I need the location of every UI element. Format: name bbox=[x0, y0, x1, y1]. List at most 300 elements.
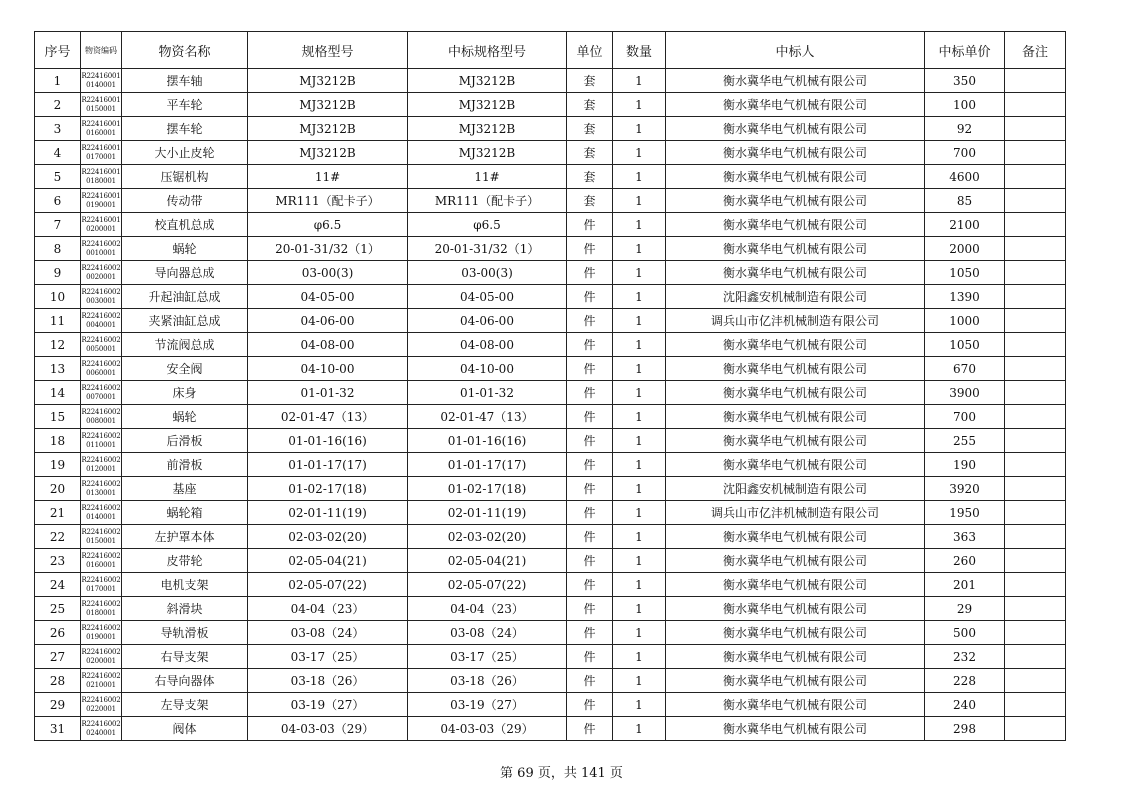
cell-spec: 04-05-00 bbox=[248, 285, 408, 309]
cell-seq: 28 bbox=[35, 669, 81, 693]
table-row bbox=[35, 693, 1066, 717]
header-bid-spec: 中标规格型号 bbox=[408, 32, 567, 69]
cell-bid-spec: 01-02-17(18) bbox=[408, 477, 567, 501]
cell-unit: 套 bbox=[567, 117, 613, 141]
cell-material-code bbox=[81, 525, 122, 549]
cell-unit-price: 363 bbox=[925, 525, 1005, 549]
material-code-part: 0170001 bbox=[86, 584, 116, 593]
material-code-part: 0120001 bbox=[86, 464, 116, 473]
cell-unit: 件 bbox=[567, 237, 613, 261]
header-seq: 序号 bbox=[35, 32, 81, 69]
cell-unit-price: 92 bbox=[925, 117, 1005, 141]
cell-bid-spec: MJ3212B bbox=[408, 141, 567, 165]
cell-note bbox=[1005, 69, 1066, 93]
cell-spec: 04-06-00 bbox=[248, 309, 408, 333]
cell-seq: 2 bbox=[35, 93, 81, 117]
cell-winner: 衡水冀华电气机械有限公司 bbox=[666, 549, 925, 573]
cell-unit: 套 bbox=[567, 93, 613, 117]
cell-seq: 21 bbox=[35, 501, 81, 525]
cell-spec: 03-18（26） bbox=[248, 669, 408, 693]
material-code-part: R22416002 bbox=[81, 311, 121, 320]
cell-spec: 04-03-03（29） bbox=[248, 717, 408, 741]
header-spec: 规格型号 bbox=[248, 32, 408, 69]
cell-seq: 11 bbox=[35, 309, 81, 333]
table-row bbox=[35, 453, 1066, 477]
cell-seq: 10 bbox=[35, 285, 81, 309]
header-material-code: 物资编码 bbox=[81, 32, 122, 69]
cell-seq: 5 bbox=[35, 165, 81, 189]
cell-quantity: 1 bbox=[613, 213, 666, 237]
cell-note bbox=[1005, 597, 1066, 621]
cell-note bbox=[1005, 693, 1066, 717]
table-row bbox=[35, 309, 1066, 333]
cell-bid-spec: 04-10-00 bbox=[408, 357, 567, 381]
cell-quantity: 1 bbox=[613, 261, 666, 285]
table-row bbox=[35, 621, 1066, 645]
cell-seq: 7 bbox=[35, 213, 81, 237]
header-unit: 单位 bbox=[567, 32, 613, 69]
cell-material-name: 摆车轴 bbox=[122, 69, 248, 93]
cell-bid-spec: 20-01-31/32（1） bbox=[408, 237, 567, 261]
material-code-part: R22416002 bbox=[81, 647, 121, 656]
table-body bbox=[35, 69, 1066, 741]
cell-unit-price: 3900 bbox=[925, 381, 1005, 405]
cell-unit: 件 bbox=[567, 621, 613, 645]
cell-note bbox=[1005, 189, 1066, 213]
cell-quantity: 1 bbox=[613, 93, 666, 117]
cell-note bbox=[1005, 405, 1066, 429]
material-code-part: R22416002 bbox=[81, 287, 121, 296]
cell-unit: 件 bbox=[567, 261, 613, 285]
cell-unit-price: 1050 bbox=[925, 261, 1005, 285]
material-code-part: 0140001 bbox=[86, 512, 116, 521]
material-code-part: 0050001 bbox=[86, 344, 116, 353]
cell-material-name: 左护罩本体 bbox=[122, 525, 248, 549]
cell-winner: 衡水冀华电气机械有限公司 bbox=[666, 669, 925, 693]
material-code-part: R22416001 bbox=[81, 119, 121, 128]
cell-unit: 件 bbox=[567, 405, 613, 429]
cell-bid-spec: 04-04（23） bbox=[408, 597, 567, 621]
cell-note bbox=[1005, 573, 1066, 597]
cell-material-name: 电机支架 bbox=[122, 573, 248, 597]
cell-material-code bbox=[81, 717, 122, 741]
cell-winner: 衡水冀华电气机械有限公司 bbox=[666, 333, 925, 357]
cell-material-code bbox=[81, 621, 122, 645]
cell-unit-price: 2100 bbox=[925, 213, 1005, 237]
cell-material-code bbox=[81, 645, 122, 669]
material-code-part: R22416002 bbox=[81, 503, 121, 512]
header-note: 备注 bbox=[1005, 32, 1066, 69]
cell-unit-price: 670 bbox=[925, 357, 1005, 381]
cell-seq: 6 bbox=[35, 189, 81, 213]
cell-spec: φ6.5 bbox=[248, 213, 408, 237]
cell-seq: 24 bbox=[35, 573, 81, 597]
cell-winner: 衡水冀华电气机械有限公司 bbox=[666, 597, 925, 621]
cell-material-name: 斜滑块 bbox=[122, 597, 248, 621]
cell-material-name: 右导向器体 bbox=[122, 669, 248, 693]
material-code-part: R22416002 bbox=[81, 671, 121, 680]
cell-spec: 01-01-16(16) bbox=[248, 429, 408, 453]
cell-quantity: 1 bbox=[613, 621, 666, 645]
cell-note bbox=[1005, 93, 1066, 117]
header-winner: 中标人 bbox=[666, 32, 925, 69]
cell-material-name: 节流阀总成 bbox=[122, 333, 248, 357]
table-row bbox=[35, 597, 1066, 621]
cell-note bbox=[1005, 429, 1066, 453]
table-row bbox=[35, 93, 1066, 117]
cell-note bbox=[1005, 549, 1066, 573]
cell-unit: 件 bbox=[567, 549, 613, 573]
cell-spec: 03-08（24） bbox=[248, 621, 408, 645]
cell-winner: 衡水冀华电气机械有限公司 bbox=[666, 429, 925, 453]
cell-winner: 衡水冀华电气机械有限公司 bbox=[666, 621, 925, 645]
cell-material-name: 大小止皮轮 bbox=[122, 141, 248, 165]
cell-bid-spec: 03-08（24） bbox=[408, 621, 567, 645]
cell-unit-price: 700 bbox=[925, 141, 1005, 165]
cell-quantity: 1 bbox=[613, 333, 666, 357]
material-code-part: R22416002 bbox=[81, 479, 121, 488]
material-code-part: R22416001 bbox=[81, 215, 121, 224]
cell-note bbox=[1005, 141, 1066, 165]
cell-quantity: 1 bbox=[613, 285, 666, 309]
cell-unit: 件 bbox=[567, 381, 613, 405]
cell-unit: 件 bbox=[567, 573, 613, 597]
cell-quantity: 1 bbox=[613, 453, 666, 477]
cell-bid-spec: 04-06-00 bbox=[408, 309, 567, 333]
table-row bbox=[35, 189, 1066, 213]
cell-unit: 件 bbox=[567, 285, 613, 309]
cell-unit: 套 bbox=[567, 69, 613, 93]
cell-material-name: 阀体 bbox=[122, 717, 248, 741]
material-code-part: R22416002 bbox=[81, 407, 121, 416]
cell-quantity: 1 bbox=[613, 477, 666, 501]
cell-seq: 23 bbox=[35, 549, 81, 573]
cell-material-code bbox=[81, 117, 122, 141]
cell-quantity: 1 bbox=[613, 117, 666, 141]
cell-unit-price: 85 bbox=[925, 189, 1005, 213]
cell-winner: 衡水冀华电气机械有限公司 bbox=[666, 645, 925, 669]
cell-seq: 18 bbox=[35, 429, 81, 453]
cell-unit-price: 3920 bbox=[925, 477, 1005, 501]
cell-material-code bbox=[81, 309, 122, 333]
material-code-part: R22416002 bbox=[81, 623, 121, 632]
cell-unit: 件 bbox=[567, 357, 613, 381]
cell-winner: 衡水冀华电气机械有限公司 bbox=[666, 261, 925, 285]
cell-note bbox=[1005, 213, 1066, 237]
cell-unit-price: 29 bbox=[925, 597, 1005, 621]
cell-seq: 8 bbox=[35, 237, 81, 261]
cell-seq: 14 bbox=[35, 381, 81, 405]
cell-winner: 调兵山市亿沣机械制造有限公司 bbox=[666, 309, 925, 333]
cell-material-name: 床身 bbox=[122, 381, 248, 405]
material-code-part: 0040001 bbox=[86, 320, 116, 329]
material-code-part: R22416002 bbox=[81, 599, 121, 608]
material-code-part: R22416001 bbox=[81, 95, 121, 104]
cell-winner: 衡水冀华电气机械有限公司 bbox=[666, 69, 925, 93]
cell-quantity: 1 bbox=[613, 717, 666, 741]
cell-unit: 件 bbox=[567, 693, 613, 717]
cell-bid-spec: 03-18（26） bbox=[408, 669, 567, 693]
material-code-part: R22416002 bbox=[81, 359, 121, 368]
cell-seq: 4 bbox=[35, 141, 81, 165]
cell-unit-price: 255 bbox=[925, 429, 1005, 453]
cell-spec: MR111（配卡子） bbox=[248, 189, 408, 213]
cell-seq: 19 bbox=[35, 453, 81, 477]
cell-note bbox=[1005, 165, 1066, 189]
cell-winner: 沈阳鑫安机械制造有限公司 bbox=[666, 285, 925, 309]
cell-spec: 20-01-31/32（1） bbox=[248, 237, 408, 261]
material-code-part: 0150001 bbox=[86, 536, 116, 545]
table-row bbox=[35, 573, 1066, 597]
cell-spec: 03-00(3) bbox=[248, 261, 408, 285]
cell-bid-spec: 01-01-16(16) bbox=[408, 429, 567, 453]
cell-winner: 衡水冀华电气机械有限公司 bbox=[666, 213, 925, 237]
cell-bid-spec: 03-19（27） bbox=[408, 693, 567, 717]
table-row bbox=[35, 333, 1066, 357]
cell-quantity: 1 bbox=[613, 501, 666, 525]
page-number: 第 69 页，共 141 页 bbox=[500, 766, 623, 781]
cell-unit-price: 228 bbox=[925, 669, 1005, 693]
cell-spec: 11# bbox=[248, 165, 408, 189]
material-code-part: 0200001 bbox=[86, 656, 116, 665]
cell-unit-price: 1050 bbox=[925, 333, 1005, 357]
table-row bbox=[35, 141, 1066, 165]
cell-unit: 件 bbox=[567, 309, 613, 333]
material-code-part: 0190001 bbox=[86, 200, 116, 209]
cell-winner: 衡水冀华电气机械有限公司 bbox=[666, 93, 925, 117]
cell-unit-price: 1390 bbox=[925, 285, 1005, 309]
cell-spec: MJ3212B bbox=[248, 93, 408, 117]
cell-quantity: 1 bbox=[613, 429, 666, 453]
cell-material-code bbox=[81, 381, 122, 405]
cell-material-code bbox=[81, 501, 122, 525]
cell-bid-spec: 04-03-03（29） bbox=[408, 717, 567, 741]
cell-note bbox=[1005, 381, 1066, 405]
material-code-part: R22416002 bbox=[81, 719, 121, 728]
cell-note bbox=[1005, 621, 1066, 645]
cell-quantity: 1 bbox=[613, 381, 666, 405]
table-row bbox=[35, 501, 1066, 525]
header-unit-price: 中标单价 bbox=[925, 32, 1005, 69]
cell-spec: 04-04（23） bbox=[248, 597, 408, 621]
cell-material-name: 蜗轮箱 bbox=[122, 501, 248, 525]
cell-unit: 件 bbox=[567, 645, 613, 669]
cell-winner: 衡水冀华电气机械有限公司 bbox=[666, 165, 925, 189]
material-code-part: R22416001 bbox=[81, 71, 121, 80]
cell-bid-spec: 02-05-07(22) bbox=[408, 573, 567, 597]
cell-unit: 件 bbox=[567, 717, 613, 741]
material-code-part: 0170001 bbox=[86, 152, 116, 161]
cell-quantity: 1 bbox=[613, 141, 666, 165]
material-code-part: 0160001 bbox=[86, 128, 116, 137]
cell-spec: 03-17（25） bbox=[248, 645, 408, 669]
cell-winner: 沈阳鑫安机械制造有限公司 bbox=[666, 477, 925, 501]
cell-note bbox=[1005, 645, 1066, 669]
cell-seq: 13 bbox=[35, 357, 81, 381]
material-code-part: 0130001 bbox=[86, 488, 116, 497]
cell-bid-spec: 02-05-04(21) bbox=[408, 549, 567, 573]
cell-material-code bbox=[81, 549, 122, 573]
cell-material-code bbox=[81, 597, 122, 621]
cell-seq: 31 bbox=[35, 717, 81, 741]
cell-winner: 衡水冀华电气机械有限公司 bbox=[666, 189, 925, 213]
cell-quantity: 1 bbox=[613, 549, 666, 573]
cell-spec: 02-01-11(19) bbox=[248, 501, 408, 525]
cell-material-name: 校直机总成 bbox=[122, 213, 248, 237]
cell-seq: 29 bbox=[35, 693, 81, 717]
cell-bid-spec: 01-01-32 bbox=[408, 381, 567, 405]
cell-bid-spec: MJ3212B bbox=[408, 93, 567, 117]
cell-unit-price: 1950 bbox=[925, 501, 1005, 525]
cell-bid-spec: 04-08-00 bbox=[408, 333, 567, 357]
cell-material-code bbox=[81, 213, 122, 237]
cell-unit-price: 2000 bbox=[925, 237, 1005, 261]
cell-quantity: 1 bbox=[613, 573, 666, 597]
cell-material-code bbox=[81, 141, 122, 165]
cell-spec: 02-01-47（13） bbox=[248, 405, 408, 429]
cell-bid-spec: 02-01-11(19) bbox=[408, 501, 567, 525]
cell-material-name: 压锯机构 bbox=[122, 165, 248, 189]
cell-unit: 件 bbox=[567, 213, 613, 237]
table-row bbox=[35, 357, 1066, 381]
cell-unit-price: 100 bbox=[925, 93, 1005, 117]
cell-quantity: 1 bbox=[613, 405, 666, 429]
material-code-part: 0080001 bbox=[86, 416, 116, 425]
cell-winner: 衡水冀华电气机械有限公司 bbox=[666, 525, 925, 549]
cell-spec: 02-03-02(20) bbox=[248, 525, 408, 549]
material-code-part: 0140001 bbox=[86, 80, 116, 89]
material-code-part: 0210001 bbox=[86, 680, 116, 689]
material-code-part: R22416001 bbox=[81, 143, 121, 152]
material-code-part: R22416002 bbox=[81, 551, 121, 560]
cell-material-name: 导轨滑板 bbox=[122, 621, 248, 645]
table-row bbox=[35, 213, 1066, 237]
material-code-part: 0220001 bbox=[86, 704, 116, 713]
cell-material-name: 升起油缸总成 bbox=[122, 285, 248, 309]
cell-material-code bbox=[81, 573, 122, 597]
cell-unit: 件 bbox=[567, 453, 613, 477]
cell-bid-spec: MR111（配卡子） bbox=[408, 189, 567, 213]
material-code-part: R22416002 bbox=[81, 335, 121, 344]
header-material-name: 物资名称 bbox=[122, 32, 248, 69]
cell-quantity: 1 bbox=[613, 669, 666, 693]
cell-seq: 25 bbox=[35, 597, 81, 621]
cell-material-name: 后滑板 bbox=[122, 429, 248, 453]
cell-seq: 1 bbox=[35, 69, 81, 93]
cell-unit: 套 bbox=[567, 165, 613, 189]
cell-material-name: 皮带轮 bbox=[122, 549, 248, 573]
cell-unit: 件 bbox=[567, 525, 613, 549]
cell-quantity: 1 bbox=[613, 597, 666, 621]
cell-spec: MJ3212B bbox=[248, 117, 408, 141]
cell-unit: 套 bbox=[567, 189, 613, 213]
cell-note bbox=[1005, 117, 1066, 141]
cell-material-code bbox=[81, 333, 122, 357]
material-code-part: R22416002 bbox=[81, 431, 121, 440]
cell-spec: 03-19（27） bbox=[248, 693, 408, 717]
cell-material-name: 左导支架 bbox=[122, 693, 248, 717]
cell-note bbox=[1005, 501, 1066, 525]
header-quantity: 数量 bbox=[613, 32, 666, 69]
cell-material-name: 传动带 bbox=[122, 189, 248, 213]
cell-material-name: 蜗轮 bbox=[122, 405, 248, 429]
cell-spec: MJ3212B bbox=[248, 69, 408, 93]
cell-material-code bbox=[81, 429, 122, 453]
table-row bbox=[35, 285, 1066, 309]
cell-material-code bbox=[81, 261, 122, 285]
material-code-part: R22416002 bbox=[81, 575, 121, 584]
cell-quantity: 1 bbox=[613, 645, 666, 669]
cell-seq: 26 bbox=[35, 621, 81, 645]
material-code-part: 0150001 bbox=[86, 104, 116, 113]
material-code-part: 0240001 bbox=[86, 728, 116, 737]
cell-winner: 衡水冀华电气机械有限公司 bbox=[666, 141, 925, 165]
material-code-part: R22416002 bbox=[81, 455, 121, 464]
cell-unit-price: 500 bbox=[925, 621, 1005, 645]
material-code-part: 0030001 bbox=[86, 296, 116, 305]
cell-unit: 件 bbox=[567, 429, 613, 453]
cell-material-name: 蜗轮 bbox=[122, 237, 248, 261]
cell-spec: 01-01-32 bbox=[248, 381, 408, 405]
material-code-part: 0010001 bbox=[86, 248, 116, 257]
cell-unit: 件 bbox=[567, 597, 613, 621]
material-code-part: 0160001 bbox=[86, 560, 116, 569]
cell-seq: 12 bbox=[35, 333, 81, 357]
cell-material-name: 导向器总成 bbox=[122, 261, 248, 285]
cell-unit-price: 260 bbox=[925, 549, 1005, 573]
cell-material-code bbox=[81, 285, 122, 309]
cell-quantity: 1 bbox=[613, 69, 666, 93]
cell-unit: 件 bbox=[567, 333, 613, 357]
cell-unit: 件 bbox=[567, 477, 613, 501]
cell-bid-spec: 01-01-17(17) bbox=[408, 453, 567, 477]
cell-note bbox=[1005, 333, 1066, 357]
cell-note bbox=[1005, 669, 1066, 693]
cell-winner: 衡水冀华电气机械有限公司 bbox=[666, 453, 925, 477]
table-row bbox=[35, 117, 1066, 141]
cell-material-code bbox=[81, 69, 122, 93]
cell-spec: 04-08-00 bbox=[248, 333, 408, 357]
cell-note bbox=[1005, 237, 1066, 261]
cell-bid-spec: 11# bbox=[408, 165, 567, 189]
cell-unit-price: 232 bbox=[925, 645, 1005, 669]
cell-winner: 衡水冀华电气机械有限公司 bbox=[666, 117, 925, 141]
table-row bbox=[35, 165, 1066, 189]
cell-bid-spec: 04-05-00 bbox=[408, 285, 567, 309]
cell-unit: 件 bbox=[567, 669, 613, 693]
cell-material-code bbox=[81, 453, 122, 477]
cell-bid-spec: 02-03-02(20) bbox=[408, 525, 567, 549]
cell-spec: MJ3212B bbox=[248, 141, 408, 165]
cell-material-name: 摆车轮 bbox=[122, 117, 248, 141]
cell-quantity: 1 bbox=[613, 165, 666, 189]
cell-unit-price: 298 bbox=[925, 717, 1005, 741]
cell-seq: 20 bbox=[35, 477, 81, 501]
material-code-part: R22416002 bbox=[81, 263, 121, 272]
cell-material-code bbox=[81, 693, 122, 717]
bid-results-table bbox=[34, 31, 1066, 741]
cell-winner: 衡水冀华电气机械有限公司 bbox=[666, 357, 925, 381]
table-header-row bbox=[35, 32, 1066, 69]
cell-bid-spec: φ6.5 bbox=[408, 213, 567, 237]
cell-unit-price: 201 bbox=[925, 573, 1005, 597]
cell-note bbox=[1005, 477, 1066, 501]
material-code-part: R22416002 bbox=[81, 695, 121, 704]
cell-seq: 22 bbox=[35, 525, 81, 549]
cell-seq: 9 bbox=[35, 261, 81, 285]
cell-material-code bbox=[81, 189, 122, 213]
cell-material-code bbox=[81, 669, 122, 693]
